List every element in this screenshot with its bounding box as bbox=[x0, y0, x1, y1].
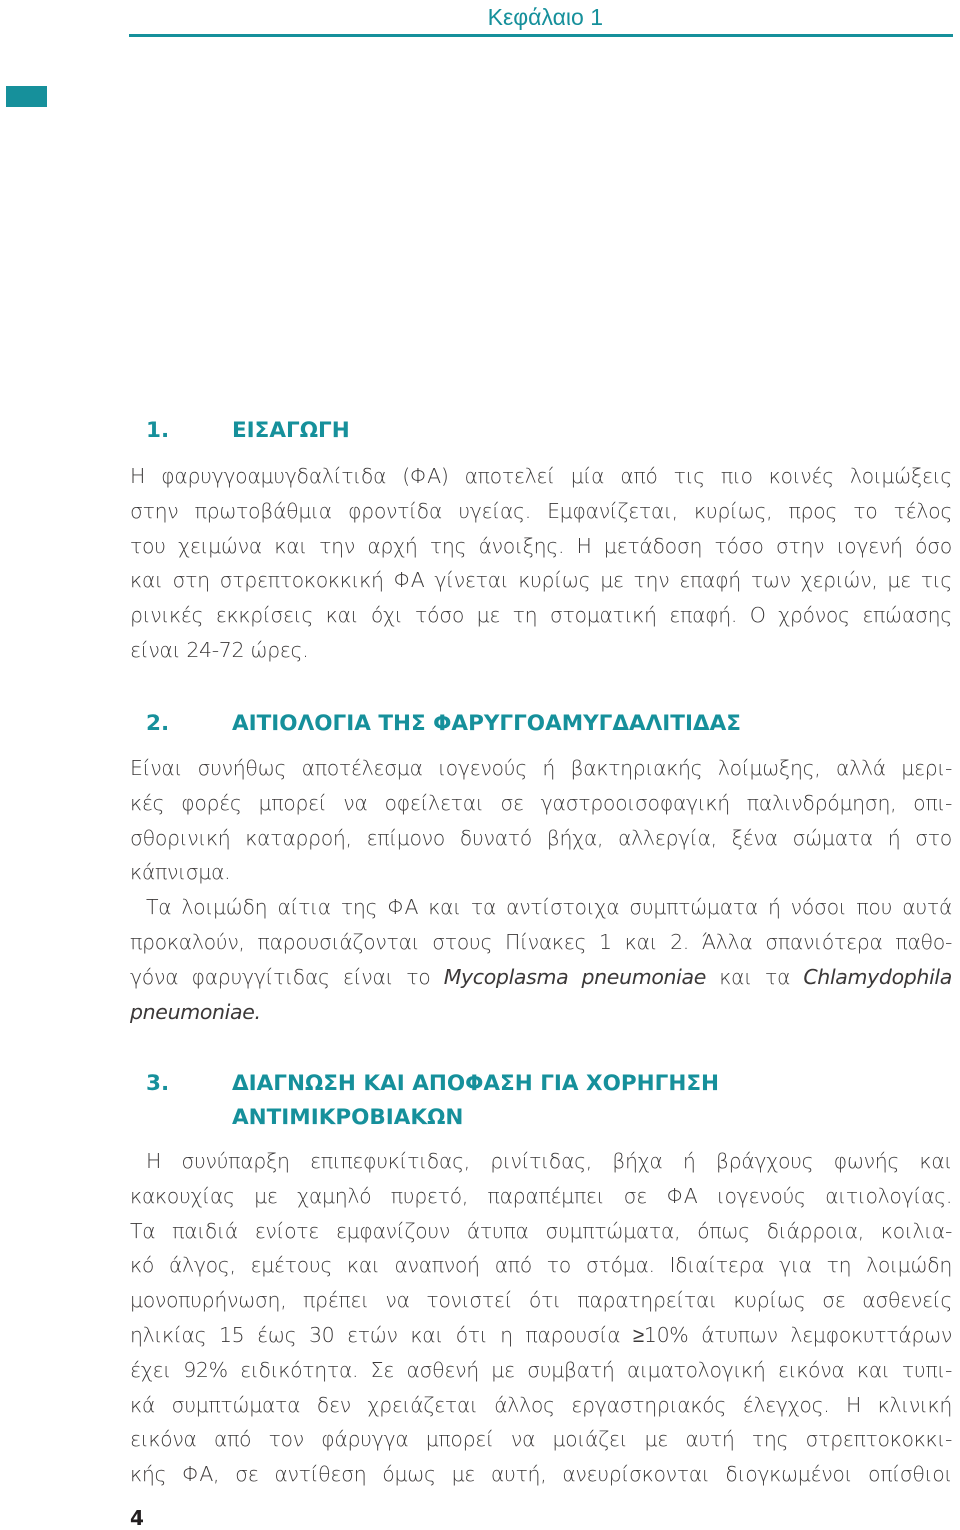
section-title: ΕΙΣΑΓΩΓΗ bbox=[232, 418, 350, 443]
side-tab-marker bbox=[6, 86, 47, 107]
section-2-paragraph bbox=[130, 751, 952, 1029]
section-title-line: ΑΝΤΙΜΙΚΡΟΒΙΑΚΩΝ bbox=[232, 1105, 464, 1130]
text-line: εικόνα από τον φάρυγγα μπορεί να μοιάζει με αυτή της στρεπτοκοκκι- bbox=[130, 1427, 952, 1452]
text-line: μονοπυρήνωση, πρέπει να τονιστεί ότι παρατηρείται κυρίως σε ασθενείς bbox=[130, 1288, 952, 1313]
organism-name: Chlamydophila bbox=[803, 964, 952, 989]
section-title-line: ΔΙΑΓΝΩΣΗ ΚΑΙ ΑΠΟΦΑΣΗ ΓΙΑ ΧΟΡΗΓΗΣΗ bbox=[232, 1071, 719, 1096]
page-number: 4 bbox=[130, 1506, 144, 1530]
text-line bbox=[130, 960, 952, 995]
text-line: έχει 92% ειδικότητα. Σε ασθενή με συμβατή αιματολογική εικόνα και τυπι- bbox=[130, 1357, 952, 1382]
text-line: σθορινική καταρροή, επίμονο δυνατό βήχα, αλλεργία, ξένα σώματα ή στο bbox=[130, 825, 952, 850]
text-fragment: γόνα φαρυγγίτιδας είναι το bbox=[130, 964, 444, 989]
text-line: Είναι συνήθως αποτέλεσμα ιογενούς ή βακτηριακής λοίμωξης, αλλά μερι- bbox=[130, 756, 952, 780]
text-line: στην πρωτοβάθμια φροντίδα υγείας. Εμφανίζεται, κυρίως, προς το τέλος bbox=[130, 498, 952, 523]
section-number: 3. bbox=[146, 1071, 170, 1096]
text-line: κής ΦΑ, σε αντίθεση όμως με αυτή, ανευρίσκονται διογκωμένοι οπίσθιοι bbox=[130, 1462, 952, 1487]
text-line: Τα λοιμώδη αίτια της ΦΑ και τα αντίστοιχα συμπτώματα ή νόσοι που αυτά bbox=[146, 895, 952, 920]
text-line: Η συνύπαρξη επιπεφυκίτιδας, ρινίτιδας, βήχα ή βράγχους φωνής και bbox=[146, 1149, 952, 1173]
section-1-paragraph bbox=[130, 459, 952, 668]
text-fragment: και τα bbox=[706, 964, 804, 989]
text-line: κά συμπτώματα δεν χρειάζεται άλλος εργαστηριακός έλεγχος. Η κλινική bbox=[130, 1392, 952, 1417]
organism-name: Mycoplasma pneumoniae bbox=[443, 964, 706, 989]
text-line: κές φορές μπορεί να οφείλεται σε γαστροοισοφαγική παλινδρόμηση, οπι- bbox=[130, 790, 952, 815]
text-line: προκαλούν, παρουσιάζονται στους Πίνακες 1 και 2. Άλλα σπανιότερα παθο- bbox=[130, 929, 952, 954]
section-number: 2. bbox=[146, 711, 170, 736]
text-line: κό άλγος, εμέτους και αναπνοή από το στόμα. Ιδιαίτερα για τη λοιμώδη bbox=[130, 1253, 952, 1278]
organism-name: pneumoniae. bbox=[130, 999, 261, 1024]
text-line: ηλικίας 15 έως 30 ετών και ότι η παρουσία ≥10% άτυπων λεμφοκυττάρων bbox=[130, 1322, 952, 1347]
section-title bbox=[232, 1067, 719, 1135]
text-line: είναι 24-72 ώρες. bbox=[130, 637, 309, 662]
text-line: κάπνισμα. bbox=[130, 860, 231, 885]
text-line: ρινικές εκκρίσεις και όχι τόσο με τη στοματική επαφή. Ο χρόνος επώασης bbox=[130, 603, 952, 628]
text-line bbox=[130, 995, 952, 1030]
section-number: 1. bbox=[146, 418, 170, 443]
section-1-heading bbox=[146, 414, 350, 448]
header-rule bbox=[129, 34, 953, 37]
section-3-paragraph bbox=[130, 1144, 952, 1492]
text-line: Η φαρυγγοαμυγδαλίτιδα (ΦΑ) αποτελεί μία από τις πιο κοινές λοιμώξεις bbox=[130, 464, 952, 488]
section-2-heading bbox=[146, 707, 741, 741]
text-line: Τα παιδιά ενίοτε εμφανίζουν άτυπα συμπτώματα, όπως διάρροια, κοιλια- bbox=[130, 1218, 952, 1243]
text-line: κακουχίας με χαμηλό πυρετό, παραπέμπει σε ΦΑ ιογενούς αιτιολογίας. bbox=[130, 1183, 952, 1208]
text-line: του χειμώνα και την αρχή της άνοιξης. Η μετάδοση τόσο στην ιογενή όσο bbox=[130, 533, 952, 558]
section-3-heading bbox=[146, 1067, 719, 1135]
section-title: ΑΙΤΙΟΛΟΓΙΑ ΤΗΣ ΦΑΡΥΓΓΟΑΜΥΓΔΑΛΙΤΙΔΑΣ bbox=[232, 711, 741, 736]
text-line: και στη στρεπτοκοκκική ΦΑ γίνεται κυρίως με την επαφή των χεριών, με τις bbox=[130, 568, 952, 593]
chapter-header: Κεφάλαιο 1 bbox=[487, 4, 603, 30]
